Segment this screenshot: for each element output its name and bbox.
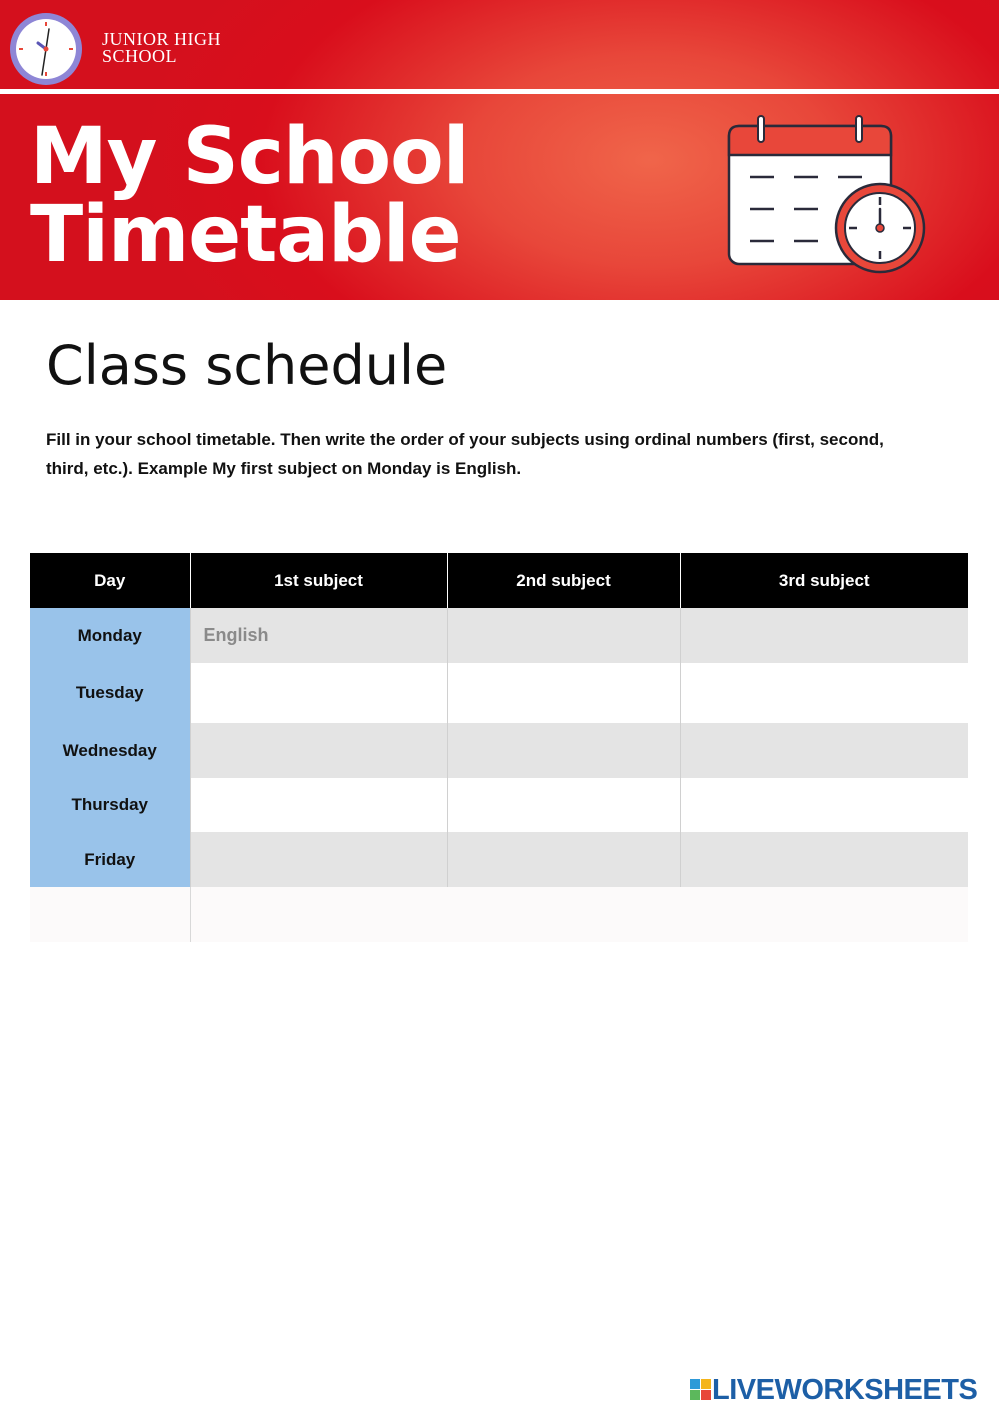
school-name <box>102 31 221 65</box>
subject-input[interactable] <box>680 778 968 832</box>
table-row <box>30 723 968 778</box>
subject-input[interactable] <box>447 663 680 723</box>
subject-input[interactable] <box>680 663 968 723</box>
subject-input[interactable] <box>447 723 680 778</box>
header-day: Day <box>30 553 190 608</box>
calendar-clock-icon <box>722 113 928 276</box>
subject-input[interactable] <box>447 778 680 832</box>
subject-input[interactable]: English <box>190 608 447 663</box>
header-3rd-subject: 3rd subject <box>680 553 968 608</box>
section-title: Class schedule <box>46 334 448 397</box>
table-row-empty <box>30 887 968 942</box>
table-row <box>30 778 968 832</box>
day-cell-tuesday: Tuesday <box>30 663 190 723</box>
subject-input[interactable] <box>680 832 968 887</box>
page-title <box>30 112 469 280</box>
subject-input[interactable] <box>447 608 680 663</box>
clock-icon <box>8 11 84 87</box>
table-header-row <box>30 553 968 608</box>
table-row <box>30 608 968 663</box>
header-2nd-subject: 2nd subject <box>447 553 680 608</box>
table-row <box>30 832 968 887</box>
subject-input[interactable] <box>680 723 968 778</box>
subject-input[interactable] <box>447 832 680 887</box>
header-banner <box>0 0 999 300</box>
subject-input[interactable] <box>190 778 447 832</box>
subject-input[interactable] <box>190 663 447 723</box>
liveworksheets-logo[interactable] <box>690 1374 990 1406</box>
page-title-line1: My School <box>30 112 469 202</box>
school-name-line2: SCHOOL <box>102 46 178 66</box>
table-row <box>30 663 968 723</box>
day-cell-monday: Monday <box>30 608 190 663</box>
school-name-line1: JUNIOR HIGH <box>102 29 221 49</box>
subject-input[interactable] <box>190 832 447 887</box>
subject-input[interactable] <box>680 608 968 663</box>
instructions-text: Fill in your school timetable. Then write the order of your subjects using ordinal numbers (first, second, third, etc.). Example My first subject on Monday is English. <box>46 430 884 478</box>
liveworksheets-brand: LIVEWORKSHEETS <box>712 1374 978 1406</box>
subject-input[interactable] <box>190 723 447 778</box>
day-cell-friday: Friday <box>30 832 190 887</box>
timetable <box>30 553 968 942</box>
liveworksheets-blocks-icon <box>690 1379 712 1401</box>
page-title-line2: Timetable <box>30 190 461 280</box>
day-cell-wednesday: Wednesday <box>30 723 190 778</box>
empty-cell <box>30 887 190 942</box>
empty-cell <box>190 887 968 942</box>
day-cell-thursday: Thursday <box>30 778 190 832</box>
header-divider <box>0 89 999 94</box>
header-1st-subject: 1st subject <box>190 553 447 608</box>
